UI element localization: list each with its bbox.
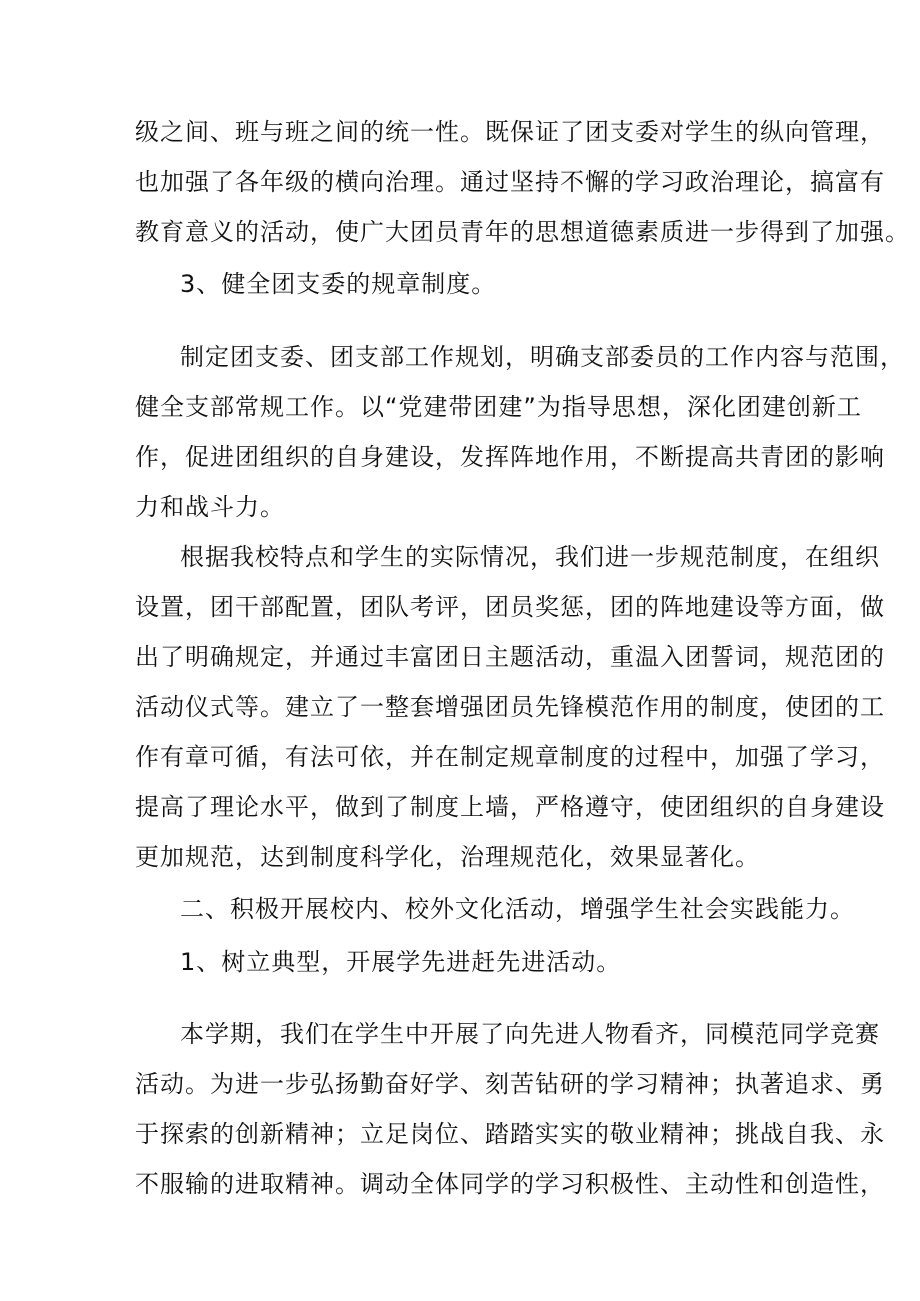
text-line: 级之间、班与班之间的统一性。既保证了团支委对学生的纵向管理， (135, 118, 885, 146)
text-line: 本学期，我们在学生中开展了向先进人物看齐，同模范同学竞赛 (180, 1020, 880, 1048)
text-line: 活动。为进一步弘扬勤奋好学、刻苦钻研的学习精神；执著追求、勇 (135, 1070, 885, 1098)
text-line: 设置，团干部配置，团队考评，团员奖惩，团的阵地建设等方面，做 (135, 593, 885, 621)
section-heading: 二、积极开展校内、校外文化活动，增强学生社会实践能力。 (180, 895, 855, 923)
text-line: 作有章可循，有法可依，并在制定规章制度的过程中，加强了学习， (135, 743, 885, 771)
section-heading: 3、健全团支委的规章制度。 (180, 270, 497, 298)
text-line: 教育意义的活动，使广大团员青年的思想道德素质进一步得到了加强。 (135, 218, 910, 246)
text-line: 活动仪式等。建立了一整套增强团员先锋模范作用的制度，使团的工 (135, 693, 885, 721)
text-line: 制定团支委、团支部工作规划，明确支部委员的工作内容与范围， (180, 343, 905, 371)
text-line: 健全支部常规工作。以“党建带团建”为指导思想，深化团建创新工 (135, 393, 862, 421)
text-line: 不服输的进取精神。调动全体同学的学习积极性、主动性和创造性， (135, 1170, 885, 1198)
text-line: 也加强了各年级的横向治理。通过坚持不懈的学习政治理论，搞富有 (135, 168, 885, 196)
text-line: 于探索的创新精神；立足岗位、踏踏实实的敬业精神；挑战自我、永 (135, 1120, 885, 1148)
text-line: 力和战斗力。 (135, 493, 285, 521)
text-line: 更加规范，达到制度科学化，治理规范化，效果显著化。 (135, 843, 760, 871)
text-line: 出了明确规定，并通过丰富团日主题活动，重温入团誓词，规范团的 (135, 643, 885, 671)
text-line: 根据我校特点和学生的实际情况，我们进一步规范制度，在组织 (180, 543, 880, 571)
text-line: 作，促进团组织的自身建设，发挥阵地作用，不断提高共青团的影响 (135, 443, 885, 471)
section-heading: 1、树立典型，开展学先进赶先进活动。 (180, 948, 622, 976)
text-line: 提高了理论水平，做到了制度上墙，严格遵守，使团组织的自身建设 (135, 793, 885, 821)
